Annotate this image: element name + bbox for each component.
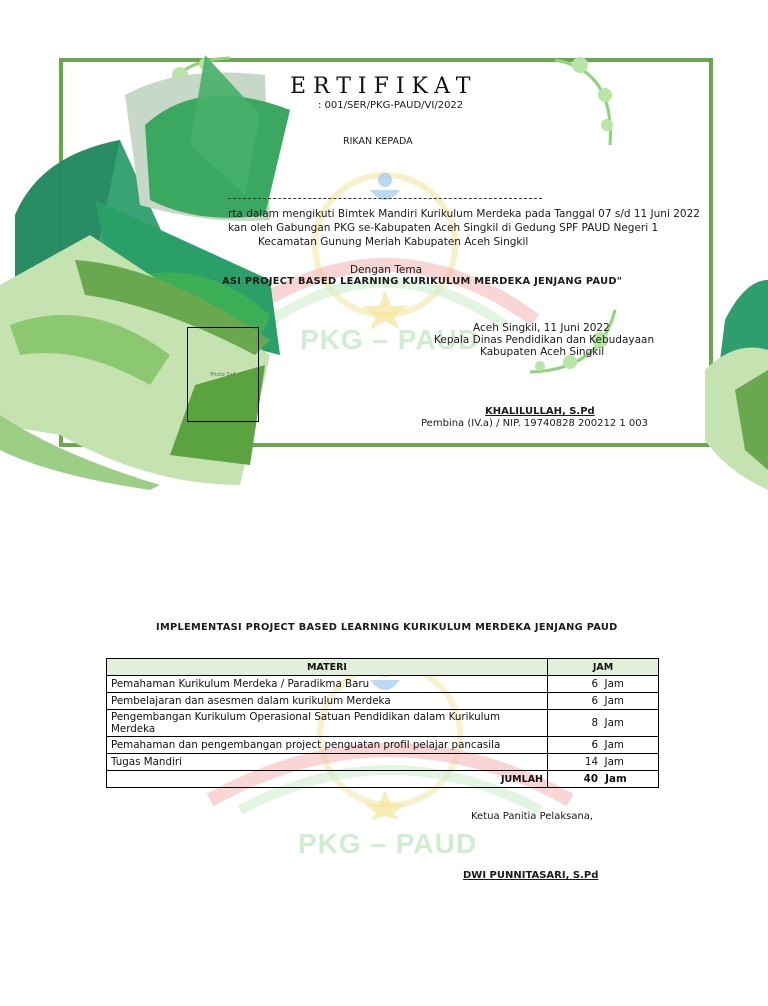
materi-cell: Pengembangan Kurikulum Operasional Satuan Pendidikan dalam Kurikulum Merdeka <box>107 710 548 737</box>
certificate-body-line3: Kecamatan Gunung Meriah Kabupaten Aceh Singkil <box>258 236 529 248</box>
materials-title: IMPLEMENTASI PROJECT BASED LEARNING KURIKULUM MERDEKA JENJANG PAUD <box>156 622 618 633</box>
table-row <box>107 754 659 771</box>
theme-label: Dengan Tema <box>350 264 423 276</box>
total-jam-cell: 40 Jam <box>548 771 659 788</box>
table-row <box>107 737 659 754</box>
green-leaf-decoration-left <box>0 55 290 495</box>
table-total-row <box>107 771 659 788</box>
given-to-label: RIKAN KEPADA <box>343 136 413 147</box>
materi-cell: Tugas Mandiri <box>107 754 548 771</box>
watermark-text-bottom: PKG – PAUD <box>298 828 478 859</box>
materials-table <box>106 658 659 788</box>
office-title: Kepala Dinas Pendidikan dan Kebudayaan <box>434 334 655 346</box>
materi-cell: Pemahaman dan pengembangan project penguatan profil pelajar pancasila <box>107 737 548 754</box>
theme-title: ASI PROJECT BASED LEARNING KURIKULUM MERDEKA JENJANG PAUD" <box>222 276 623 287</box>
jam-cell: 14 Jam <box>548 754 659 771</box>
table-row <box>107 676 659 693</box>
materi-cell: Pembelajaran dan asesmen dalam kurikulum Merdeka <box>107 693 548 710</box>
certificate-body-line1: rta dalam mengikuti Bimtek Mandiri Kurikulum Merdeka pada Tanggal 07 s/d 11 Juni 2022 <box>228 208 700 220</box>
recipient-name-line <box>228 198 542 199</box>
photo-caption: Photo 3x4 <box>210 372 236 378</box>
header-jam: JAM <box>548 659 659 676</box>
certificate-body-line2: kan oleh Gabungan PKG se-Kabupaten Aceh Singkil di Gedung SPF PAUD Negeri 1 <box>228 222 659 234</box>
certificate-number: : 001/SER/PKG-PAUD/VI/2022 <box>318 100 464 111</box>
signer-name: KHALILULLAH, S.Pd <box>485 406 595 417</box>
table-row <box>107 693 659 710</box>
total-label-cell: JUMLAH <box>107 771 548 788</box>
certificate-title: ERTIFIKAT <box>290 74 478 99</box>
jam-cell: 6 Jam <box>548 693 659 710</box>
place-date: Aceh Singkil, 11 Juni 2022 <box>473 322 610 334</box>
jam-cell: 8 Jam <box>548 710 659 737</box>
regency-title: Kabupaten Aceh Singkil <box>480 346 605 358</box>
table-header-row <box>107 659 659 676</box>
jam-cell: 6 Jam <box>548 737 659 754</box>
jam-cell: 6 Jam <box>548 676 659 693</box>
floral-ornament-top-right <box>545 50 625 150</box>
photo-placeholder-box <box>187 327 259 422</box>
committee-signer-name: DWI PUNNITASARI, S.Pd <box>463 870 599 881</box>
materi-cell: Pemahaman Kurikulum Merdeka / Paradikma Baru <box>107 676 548 693</box>
green-leaf-decoration-right <box>705 270 768 490</box>
header-materi: MATERI <box>107 659 548 676</box>
committee-title: Ketua Panitia Pelaksana, <box>471 811 594 822</box>
table-row <box>107 710 659 737</box>
watermark-text-top: PKG – PAUD <box>300 324 480 355</box>
signer-nip: Pembina (IV.a) / NIP. 19740828 200212 1 003 <box>421 418 648 429</box>
